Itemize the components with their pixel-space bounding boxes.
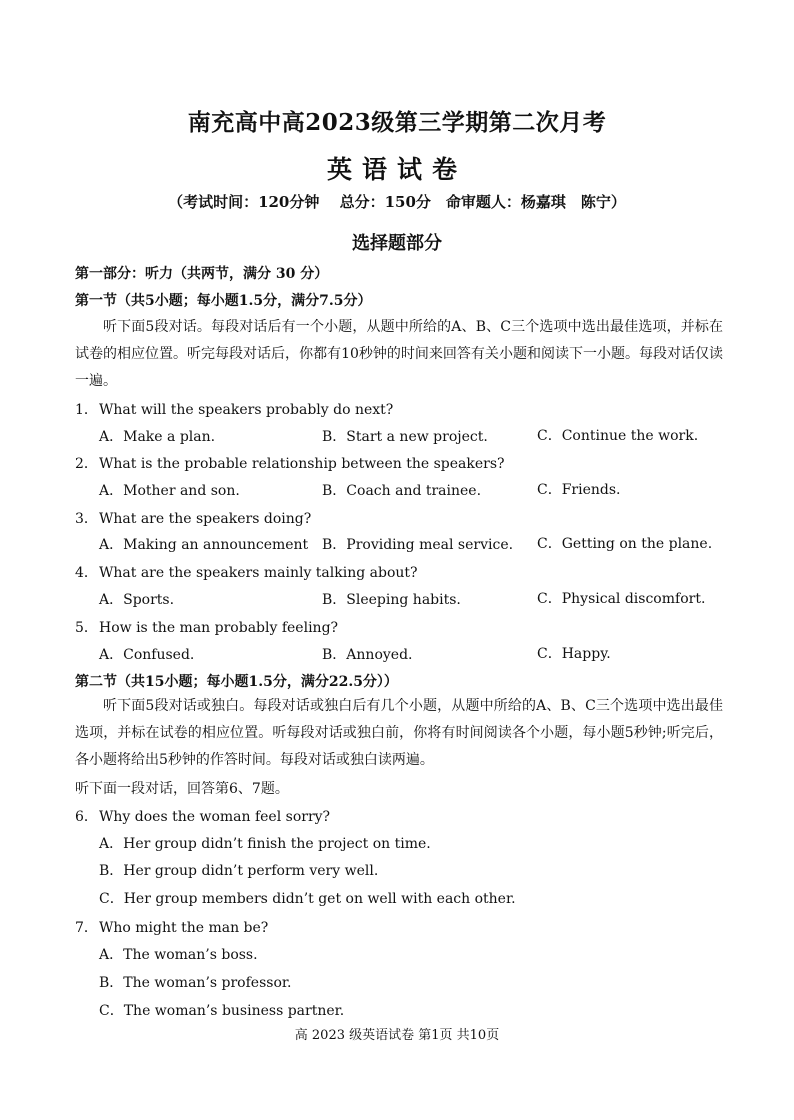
option-a: A．The woman’s boss. xyxy=(99,947,258,963)
option-b: B．Sleeping habits. xyxy=(322,592,461,608)
question-number: 7． xyxy=(75,920,98,936)
option-c: C．Continue the work. xyxy=(537,428,699,444)
question-number: 3． xyxy=(75,511,98,527)
question-number: 6． xyxy=(75,809,98,825)
section2-heading: 第二节（共15小题；每小题1.5分，满分22.5分）） xyxy=(75,674,398,690)
question-number: 1． xyxy=(75,402,98,418)
question-number: 4． xyxy=(75,565,98,581)
option-a: A．Make a plan. xyxy=(99,429,216,445)
option-b: B．Providing meal service. xyxy=(322,537,514,553)
option-b: B．Her group didn’t perform very well. xyxy=(99,863,379,879)
option-b: B．The woman’s professor. xyxy=(99,975,292,991)
option-a: A．Making an announcement xyxy=(99,537,309,553)
exam-info: （考试时间：120分钟 总分：150分 命审题人：杨嘉琪 陈宁） xyxy=(168,193,626,211)
option-a: A．Confused. xyxy=(99,647,195,663)
option-a: A．Her group didn’t finish the project on time. xyxy=(99,836,431,852)
option-c: C．Friends. xyxy=(537,482,621,498)
question-text: Why does the woman feel sorry? xyxy=(99,809,331,825)
section2-instructions: 听下面5段对话或独白。每段对话或独白后有几个小题，从题中所给的A、B、C三个选项中选出最佳选项，并标在试卷的相应位置。听每段对话或独白前，你将有时间阅读各个小题，每小题5秒钟;听完后，各小题将给出5秒钟的作答时间。每段对话或独白读两遍。 xyxy=(75,698,723,768)
question-number: 5． xyxy=(75,620,98,636)
option-c: C．Happy. xyxy=(537,646,611,662)
option-c: C．Her group members didn’t get on well with each other. xyxy=(99,891,516,907)
question-text: What are the speakers mainly talking about? xyxy=(99,565,418,581)
option-b: B．Annoyed. xyxy=(322,647,413,663)
option-c: C．The woman’s business partner. xyxy=(99,1003,345,1019)
part1-heading: 第一部分：听力（共两节，满分 30 分） xyxy=(75,266,329,282)
question-number: 2． xyxy=(75,456,98,472)
exam-subtitle: 英语试卷 xyxy=(326,155,467,184)
option-b: B．Start a new project. xyxy=(322,429,488,445)
option-a: A．Mother and son. xyxy=(99,483,240,499)
option-c: C．Getting on the plane. xyxy=(537,536,713,552)
section1-heading: 第一节（共5小题；每小题1.5分，满分7.5分） xyxy=(75,293,372,309)
option-c: C．Physical discomfort. xyxy=(537,591,706,607)
question-text: What will the speakers probably do next? xyxy=(99,402,394,418)
question-text: What are the speakers doing? xyxy=(99,511,312,527)
lead-in: 听下面一段对话，回答第6、7题。 xyxy=(75,781,289,797)
section-heading: 选择题部分 xyxy=(352,233,442,254)
exam-title: 南充高中高2023级第三学期第二次月考 xyxy=(187,109,607,136)
section1-instructions: 听下面5段对话。每段对话后有一个小题，从题中所给的A、B、C三个选项中选出最佳选项，并标在试卷的相应位置。听完每段对话后，你都有10秒钟的时间来回答有关小题和阅读下一小题。每段对话仅读一遍。 xyxy=(75,319,723,389)
page-footer: 高 2023 级英语试卷 第1页 共10页 xyxy=(294,1028,500,1043)
question-text: How is the man probably feeling? xyxy=(99,620,339,636)
option-a: A．Sports. xyxy=(99,592,175,608)
option-b: B．Coach and trainee. xyxy=(322,483,482,499)
question-text: Who might the man be? xyxy=(99,920,269,936)
question-text: What is the probable relationship between the speakers? xyxy=(99,456,505,472)
